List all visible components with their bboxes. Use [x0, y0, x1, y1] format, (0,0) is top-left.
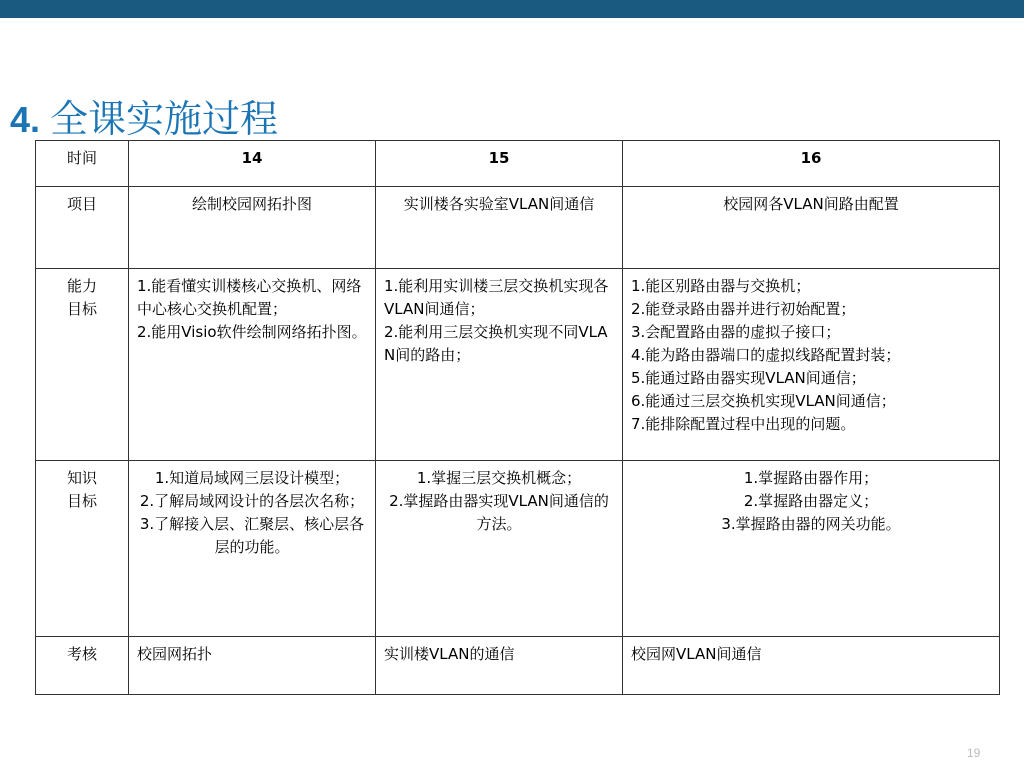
ability-14-item: 1.能看懂实训楼核心交换机、网络中心核心交换机配置；	[137, 277, 362, 318]
ability-16	[623, 269, 1000, 461]
ability-15-item: 1.能利用实训楼三层交换机实现各VLAN间通信；	[384, 277, 609, 318]
knowledge-14	[129, 461, 376, 637]
row-label-knowledge: 知识 目标	[36, 461, 129, 637]
project-14: 绘制校园网拓扑图	[129, 187, 376, 269]
ability-15-item: 2.能利用三层交换机实现不同VLAN间的路由；	[384, 323, 608, 364]
assessment-14: 校园网拓扑	[129, 637, 376, 695]
ability-16-item: 2.能登录路由器并进行初始配置；	[631, 300, 856, 318]
week-14: 14	[129, 141, 376, 187]
knowledge-14-item: 3.了解接入层、汇聚层、核心层各层的功能。	[139, 515, 365, 556]
row-knowledge	[36, 461, 1000, 637]
ability-16-item: 3.会配置路由器的虚拟子接口；	[631, 323, 841, 341]
project-15: 实训楼各实验室VLAN间通信	[376, 187, 623, 269]
knowledge-15	[376, 461, 623, 637]
knowledge-15-item: 2.掌握路由器实现VLAN间通信的方法。	[389, 492, 609, 533]
week-15: 15	[376, 141, 623, 187]
row-label-project: 项目	[36, 187, 129, 269]
knowledge-16-item: 3.掌握路由器的网关功能。	[721, 515, 901, 533]
week-16: 16	[623, 141, 1000, 187]
ability-14	[129, 269, 376, 461]
knowledge-14-item: 2.了解局域网设计的各层次名称；	[139, 492, 365, 510]
row-project	[36, 187, 1000, 269]
ability-16-item: 4.能为路由器端口的虚拟线路配置封装；	[631, 346, 901, 364]
page-number: 19	[967, 746, 981, 760]
ability-16-item: 7.能排除配置过程中出现的问题。	[631, 415, 856, 433]
ability-16-item: 1.能区别路由器与交换机；	[631, 277, 811, 295]
row-assessment	[36, 637, 1000, 695]
ability-15	[376, 269, 623, 461]
row-label-assessment: 考核	[36, 637, 129, 695]
row-label-time: 时间	[36, 141, 129, 187]
row-time	[36, 141, 1000, 187]
knowledge-16-item: 2.掌握路由器定义；	[743, 492, 879, 510]
row-label-ability: 能力 目标	[36, 269, 129, 461]
title-number: 4.	[10, 99, 41, 140]
top-banner	[0, 0, 1024, 18]
assessment-16: 校园网VLAN间通信	[623, 637, 1000, 695]
project-16: 校园网各VLAN间路由配置	[623, 187, 1000, 269]
knowledge-16	[623, 461, 1000, 637]
assessment-15: 实训楼VLAN的通信	[376, 637, 623, 695]
knowledge-14-item: 1.知道局域网三层设计模型；	[154, 469, 350, 487]
ability-14-item: 2.能用Visio软件绘制网络拓扑图。	[137, 323, 367, 341]
knowledge-16-item: 1.掌握路由器作用；	[743, 469, 879, 487]
knowledge-15-item: 1.掌握三层交换机概念；	[416, 469, 582, 487]
course-plan-table	[35, 140, 1000, 695]
ability-16-item: 5.能通过路由器实现VLAN间通信；	[631, 369, 866, 387]
ability-16-item: 6.能通过三层交换机实现VLAN间通信；	[631, 392, 896, 410]
title-text: 全课实施过程	[50, 97, 279, 141]
row-ability	[36, 269, 1000, 461]
slide-title	[10, 96, 278, 143]
